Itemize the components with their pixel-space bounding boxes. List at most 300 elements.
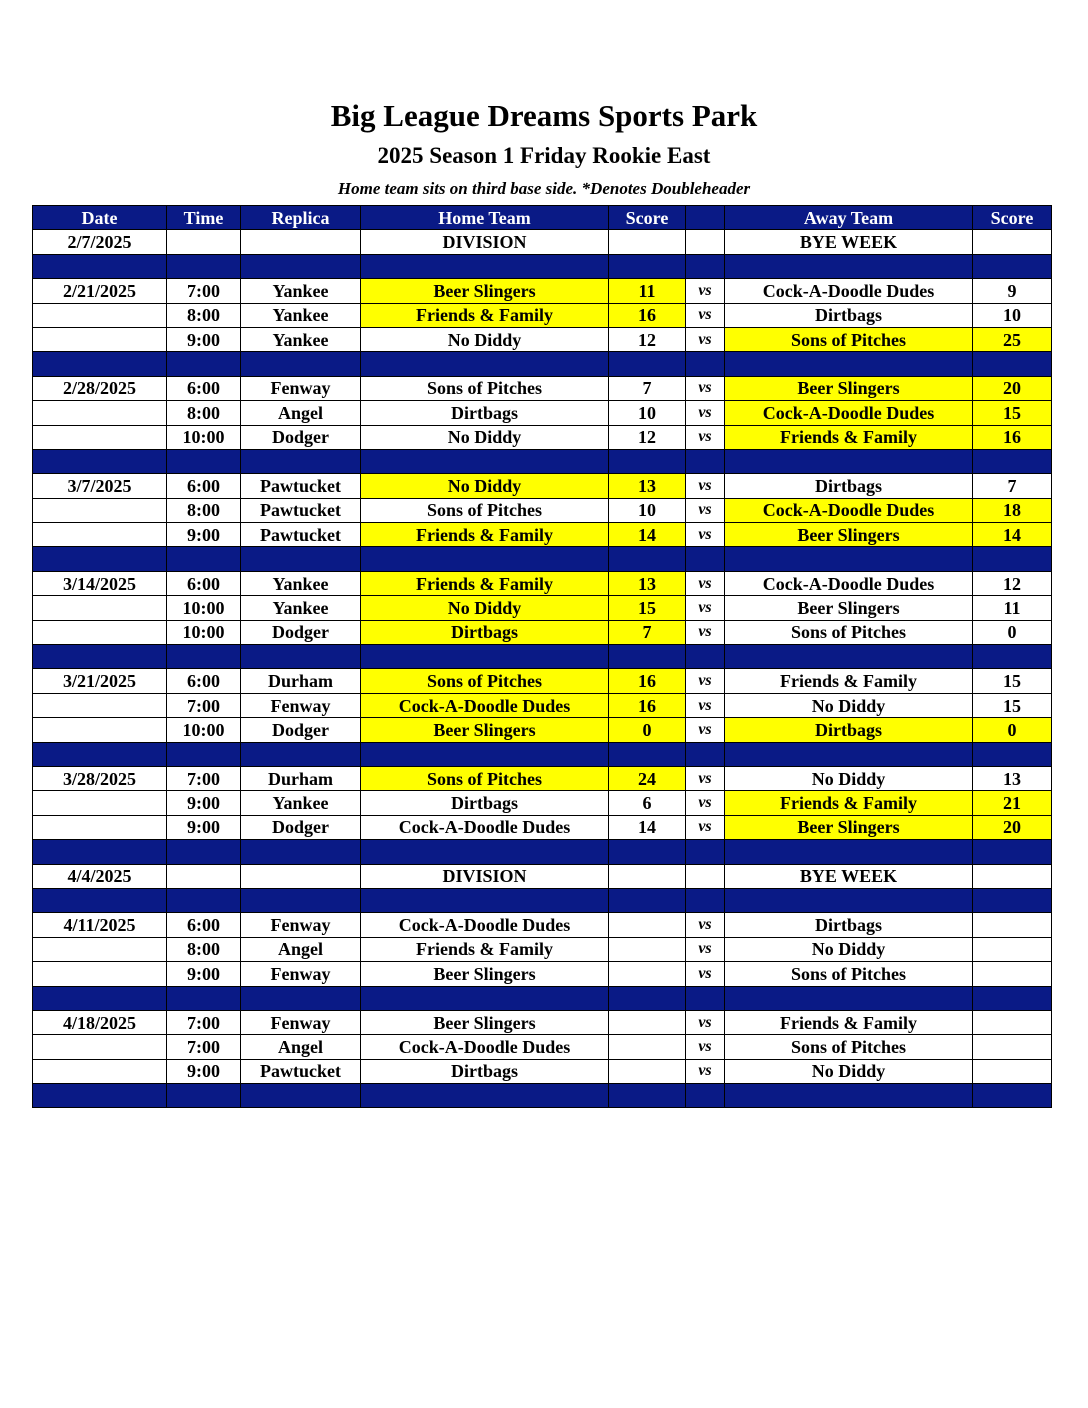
home-score-cell: 14 — [609, 815, 686, 839]
away-score-cell — [973, 1059, 1052, 1083]
separator-cell — [361, 888, 609, 912]
away-score-cell: 14 — [973, 523, 1052, 547]
home-team-cell: Beer Slingers — [361, 962, 609, 986]
vs-cell: vs — [686, 1035, 725, 1059]
date-cell — [33, 815, 167, 839]
home-team-cell: Cock-A-Doodle Dudes — [361, 693, 609, 717]
home-team-cell: Cock-A-Doodle Dudes — [361, 913, 609, 937]
time-cell: 10:00 — [167, 718, 241, 742]
separator-cell — [609, 547, 686, 571]
vs-cell: vs — [686, 474, 725, 498]
game-row — [33, 815, 1052, 839]
away-team-cell: Sons of Pitches — [725, 327, 973, 351]
home-team-cell: Beer Slingers — [361, 718, 609, 742]
date-cell — [33, 937, 167, 961]
home-score-cell — [609, 1010, 686, 1034]
home-score-cell: 7 — [609, 376, 686, 400]
time-cell: 8:00 — [167, 498, 241, 522]
vs-cell: vs — [686, 937, 725, 961]
date-cell — [33, 718, 167, 742]
away-score-cell — [973, 864, 1052, 888]
replica-cell: Fenway — [241, 962, 361, 986]
game-row — [33, 401, 1052, 425]
replica-cell: Angel — [241, 401, 361, 425]
separator-cell — [167, 1084, 241, 1108]
date-cell — [33, 303, 167, 327]
time-cell: 7:00 — [167, 766, 241, 790]
separator-cell — [241, 352, 361, 376]
away-score-cell — [973, 230, 1052, 254]
replica-cell: Angel — [241, 1035, 361, 1059]
separator-cell — [361, 254, 609, 278]
date-cell: 3/14/2025 — [33, 571, 167, 595]
time-cell: 7:00 — [167, 1035, 241, 1059]
separator-cell — [361, 352, 609, 376]
replica-cell: Pawtucket — [241, 474, 361, 498]
date-cell: 3/21/2025 — [33, 669, 167, 693]
date-cell — [33, 1035, 167, 1059]
week-separator-row — [33, 254, 1052, 278]
separator-cell — [609, 986, 686, 1010]
away-team-cell: Cock-A-Doodle Dudes — [725, 498, 973, 522]
separator-cell — [973, 449, 1052, 473]
date-cell: 4/4/2025 — [33, 864, 167, 888]
time-cell: 6:00 — [167, 669, 241, 693]
away-team-cell: Sons of Pitches — [725, 962, 973, 986]
home-team-cell: Dirtbags — [361, 401, 609, 425]
away-score-cell: 25 — [973, 327, 1052, 351]
away-score-cell: 15 — [973, 669, 1052, 693]
away-score-cell: 0 — [973, 620, 1052, 644]
vs-cell: vs — [686, 669, 725, 693]
away-team-cell: Sons of Pitches — [725, 1035, 973, 1059]
separator-cell — [33, 547, 167, 571]
separator-cell — [167, 449, 241, 473]
schedule-body — [33, 230, 1052, 1108]
vs-cell: vs — [686, 693, 725, 717]
separator-cell — [361, 645, 609, 669]
col-replica-header: Replica — [241, 206, 361, 230]
home-score-cell — [609, 962, 686, 986]
replica-cell: Fenway — [241, 913, 361, 937]
date-cell — [33, 620, 167, 644]
separator-cell — [361, 547, 609, 571]
separator-cell — [361, 742, 609, 766]
separator-cell — [609, 254, 686, 278]
away-team-cell: No Diddy — [725, 937, 973, 961]
game-row — [33, 425, 1052, 449]
game-row — [33, 279, 1052, 303]
away-team-cell: Dirtbags — [725, 303, 973, 327]
separator-cell — [725, 840, 973, 864]
replica-cell: Fenway — [241, 1010, 361, 1034]
separator-cell — [609, 840, 686, 864]
game-row — [33, 937, 1052, 961]
week-separator-row — [33, 645, 1052, 669]
replica-cell: Dodger — [241, 815, 361, 839]
time-cell: 10:00 — [167, 425, 241, 449]
game-row — [33, 913, 1052, 937]
separator-cell — [33, 986, 167, 1010]
away-score-cell: 21 — [973, 791, 1052, 815]
home-team-cell: DIVISION — [361, 864, 609, 888]
separator-cell — [725, 449, 973, 473]
replica-cell: Dodger — [241, 718, 361, 742]
game-row — [33, 474, 1052, 498]
away-score-cell — [973, 937, 1052, 961]
time-cell: 9:00 — [167, 327, 241, 351]
separator-cell — [973, 888, 1052, 912]
away-team-cell: Cock-A-Doodle Dudes — [725, 571, 973, 595]
separator-cell — [609, 1084, 686, 1108]
home-team-cell: Friends & Family — [361, 571, 609, 595]
game-row — [33, 693, 1052, 717]
away-score-cell — [973, 1010, 1052, 1034]
separator-cell — [609, 352, 686, 376]
col-away-team-header: Away Team — [725, 206, 973, 230]
away-team-cell: Friends & Family — [725, 791, 973, 815]
away-team-cell: No Diddy — [725, 766, 973, 790]
col-home-team-header: Home Team — [361, 206, 609, 230]
vs-cell: vs — [686, 913, 725, 937]
game-row — [33, 1059, 1052, 1083]
home-team-cell: Beer Slingers — [361, 279, 609, 303]
separator-cell — [167, 645, 241, 669]
date-cell — [33, 523, 167, 547]
separator-cell — [686, 254, 725, 278]
home-score-cell — [609, 1035, 686, 1059]
vs-cell: vs — [686, 401, 725, 425]
replica-cell: Pawtucket — [241, 523, 361, 547]
separator-cell — [725, 645, 973, 669]
vs-cell: vs — [686, 962, 725, 986]
schedule-table — [32, 205, 1052, 1108]
separator-cell — [241, 645, 361, 669]
vs-cell: vs — [686, 498, 725, 522]
vs-cell — [686, 864, 725, 888]
vs-cell: vs — [686, 279, 725, 303]
week-separator-row — [33, 1084, 1052, 1108]
replica-cell: Yankee — [241, 596, 361, 620]
replica-cell: Durham — [241, 669, 361, 693]
away-score-cell: 13 — [973, 766, 1052, 790]
home-team-cell: Dirtbags — [361, 791, 609, 815]
home-score-cell: 15 — [609, 596, 686, 620]
separator-cell — [33, 742, 167, 766]
away-score-cell: 18 — [973, 498, 1052, 522]
vs-cell: vs — [686, 815, 725, 839]
week-separator-row — [33, 547, 1052, 571]
separator-cell — [725, 1084, 973, 1108]
game-row — [33, 620, 1052, 644]
home-score-cell: 12 — [609, 425, 686, 449]
separator-cell — [973, 840, 1052, 864]
bye-week-row — [33, 864, 1052, 888]
home-score-cell: 10 — [609, 498, 686, 522]
date-cell: 4/11/2025 — [33, 913, 167, 937]
separator-cell — [725, 986, 973, 1010]
vs-cell: vs — [686, 1010, 725, 1034]
replica-cell: Angel — [241, 937, 361, 961]
vs-cell: vs — [686, 1059, 725, 1083]
date-cell: 2/21/2025 — [33, 279, 167, 303]
home-score-cell: 16 — [609, 303, 686, 327]
separator-cell — [167, 986, 241, 1010]
separator-cell — [361, 986, 609, 1010]
replica-cell — [241, 230, 361, 254]
separator-cell — [686, 986, 725, 1010]
replica-cell: Yankee — [241, 279, 361, 303]
home-team-cell: Beer Slingers — [361, 1010, 609, 1034]
bye-week-row — [33, 230, 1052, 254]
home-score-cell: 16 — [609, 693, 686, 717]
game-row — [33, 1010, 1052, 1034]
home-team-cell: No Diddy — [361, 596, 609, 620]
home-score-cell: 6 — [609, 791, 686, 815]
vs-cell: vs — [686, 523, 725, 547]
time-cell: 7:00 — [167, 693, 241, 717]
game-row — [33, 327, 1052, 351]
separator-cell — [33, 645, 167, 669]
away-score-cell: 7 — [973, 474, 1052, 498]
time-cell: 9:00 — [167, 1059, 241, 1083]
separator-cell — [973, 986, 1052, 1010]
time-cell: 10:00 — [167, 596, 241, 620]
vs-cell: vs — [686, 303, 725, 327]
home-score-cell: 11 — [609, 279, 686, 303]
away-score-cell: 15 — [973, 401, 1052, 425]
away-score-cell: 15 — [973, 693, 1052, 717]
time-cell — [167, 230, 241, 254]
home-team-cell: Sons of Pitches — [361, 766, 609, 790]
home-score-cell: 16 — [609, 669, 686, 693]
week-separator-row — [33, 840, 1052, 864]
away-team-cell: Beer Slingers — [725, 523, 973, 547]
home-team-cell: Dirtbags — [361, 1059, 609, 1083]
replica-cell: Dodger — [241, 425, 361, 449]
home-score-cell — [609, 1059, 686, 1083]
away-score-cell: 0 — [973, 718, 1052, 742]
week-separator-row — [33, 888, 1052, 912]
date-cell — [33, 498, 167, 522]
game-row — [33, 596, 1052, 620]
away-team-cell: BYE WEEK — [725, 864, 973, 888]
separator-cell — [33, 888, 167, 912]
home-team-cell: Friends & Family — [361, 303, 609, 327]
vs-cell: vs — [686, 718, 725, 742]
away-team-cell: Friends & Family — [725, 1010, 973, 1034]
week-separator-row — [33, 986, 1052, 1010]
date-cell: 3/28/2025 — [33, 766, 167, 790]
time-cell: 6:00 — [167, 376, 241, 400]
away-team-cell: Friends & Family — [725, 669, 973, 693]
separator-cell — [167, 888, 241, 912]
time-cell: 9:00 — [167, 962, 241, 986]
separator-cell — [686, 645, 725, 669]
separator-cell — [167, 254, 241, 278]
home-score-cell: 24 — [609, 766, 686, 790]
game-row — [33, 303, 1052, 327]
date-cell: 4/18/2025 — [33, 1010, 167, 1034]
replica-cell: Yankee — [241, 303, 361, 327]
home-score-cell: 13 — [609, 474, 686, 498]
vs-cell — [686, 230, 725, 254]
time-cell: 9:00 — [167, 523, 241, 547]
replica-cell — [241, 864, 361, 888]
away-team-cell: Dirtbags — [725, 913, 973, 937]
replica-cell: Pawtucket — [241, 1059, 361, 1083]
time-cell: 6:00 — [167, 913, 241, 937]
home-team-cell: Sons of Pitches — [361, 498, 609, 522]
separator-cell — [241, 986, 361, 1010]
game-row — [33, 523, 1052, 547]
date-cell — [33, 596, 167, 620]
vs-cell: vs — [686, 425, 725, 449]
time-cell: 9:00 — [167, 815, 241, 839]
separator-cell — [686, 449, 725, 473]
home-score-cell: 14 — [609, 523, 686, 547]
separator-cell — [973, 352, 1052, 376]
game-row — [33, 376, 1052, 400]
date-cell — [33, 1059, 167, 1083]
time-cell: 8:00 — [167, 303, 241, 327]
separator-cell — [361, 449, 609, 473]
separator-cell — [241, 1084, 361, 1108]
vs-cell: vs — [686, 327, 725, 351]
separator-cell — [361, 840, 609, 864]
col-away-score-header: Score — [973, 206, 1052, 230]
away-score-cell: 10 — [973, 303, 1052, 327]
separator-cell — [33, 352, 167, 376]
vs-cell: vs — [686, 791, 725, 815]
home-team-cell: No Diddy — [361, 327, 609, 351]
time-cell: 7:00 — [167, 279, 241, 303]
replica-cell: Fenway — [241, 376, 361, 400]
home-team-cell: DIVISION — [361, 230, 609, 254]
home-team-cell: Cock-A-Doodle Dudes — [361, 815, 609, 839]
home-score-cell: 10 — [609, 401, 686, 425]
date-cell — [33, 401, 167, 425]
separator-cell — [241, 547, 361, 571]
separator-cell — [686, 742, 725, 766]
date-cell — [33, 791, 167, 815]
time-cell: 6:00 — [167, 571, 241, 595]
vs-cell: vs — [686, 766, 725, 790]
game-row — [33, 669, 1052, 693]
replica-cell: Dodger — [241, 620, 361, 644]
replica-cell: Yankee — [241, 571, 361, 595]
separator-cell — [973, 645, 1052, 669]
home-team-cell: Sons of Pitches — [361, 669, 609, 693]
time-cell: 8:00 — [167, 937, 241, 961]
week-separator-row — [33, 449, 1052, 473]
game-row — [33, 766, 1052, 790]
away-team-cell: No Diddy — [725, 1059, 973, 1083]
separator-cell — [241, 840, 361, 864]
away-team-cell: Dirtbags — [725, 718, 973, 742]
home-score-cell: 7 — [609, 620, 686, 644]
replica-cell: Fenway — [241, 693, 361, 717]
away-score-cell: 12 — [973, 571, 1052, 595]
separator-cell — [33, 449, 167, 473]
game-row — [33, 962, 1052, 986]
vs-cell: vs — [686, 620, 725, 644]
vs-cell: vs — [686, 376, 725, 400]
date-cell — [33, 327, 167, 351]
away-team-cell: Friends & Family — [725, 425, 973, 449]
separator-cell — [725, 254, 973, 278]
game-row — [33, 571, 1052, 595]
away-score-cell — [973, 913, 1052, 937]
separator-cell — [33, 840, 167, 864]
page-note: Home team sits on third base side. *Denotes Doubleheader — [337, 179, 751, 198]
separator-cell — [609, 888, 686, 912]
home-team-cell: Friends & Family — [361, 523, 609, 547]
separator-cell — [167, 547, 241, 571]
game-row — [33, 498, 1052, 522]
away-team-cell: Beer Slingers — [725, 815, 973, 839]
date-cell: 2/7/2025 — [33, 230, 167, 254]
replica-cell: Durham — [241, 766, 361, 790]
home-score-cell — [609, 913, 686, 937]
home-score-cell — [609, 230, 686, 254]
separator-cell — [241, 449, 361, 473]
away-score-cell: 20 — [973, 815, 1052, 839]
separator-cell — [686, 352, 725, 376]
separator-cell — [33, 254, 167, 278]
page-subtitle: 2025 Season 1 Friday Rookie East — [377, 143, 711, 168]
date-cell — [33, 425, 167, 449]
week-separator-row — [33, 742, 1052, 766]
home-score-cell: 0 — [609, 718, 686, 742]
away-score-cell: 20 — [973, 376, 1052, 400]
week-separator-row — [33, 352, 1052, 376]
time-cell — [167, 864, 241, 888]
separator-cell — [686, 1084, 725, 1108]
home-score-cell — [609, 864, 686, 888]
separator-cell — [609, 742, 686, 766]
separator-cell — [725, 547, 973, 571]
separator-cell — [241, 742, 361, 766]
away-team-cell: Dirtbags — [725, 474, 973, 498]
away-team-cell: Beer Slingers — [725, 596, 973, 620]
separator-cell — [725, 888, 973, 912]
separator-cell — [167, 742, 241, 766]
replica-cell: Yankee — [241, 327, 361, 351]
away-score-cell — [973, 1035, 1052, 1059]
game-row — [33, 1035, 1052, 1059]
vs-cell: vs — [686, 596, 725, 620]
replica-cell: Pawtucket — [241, 498, 361, 522]
separator-cell — [973, 1084, 1052, 1108]
time-cell: 6:00 — [167, 474, 241, 498]
home-team-cell: Sons of Pitches — [361, 376, 609, 400]
home-team-cell: Friends & Family — [361, 937, 609, 961]
header-row — [33, 206, 1052, 230]
separator-cell — [686, 840, 725, 864]
away-score-cell: 11 — [973, 596, 1052, 620]
home-team-cell: Dirtbags — [361, 620, 609, 644]
separator-cell — [725, 352, 973, 376]
separator-cell — [167, 352, 241, 376]
time-cell: 8:00 — [167, 401, 241, 425]
separator-cell — [725, 742, 973, 766]
separator-cell — [973, 547, 1052, 571]
away-score-cell — [973, 962, 1052, 986]
separator-cell — [33, 1084, 167, 1108]
separator-cell — [241, 254, 361, 278]
separator-cell — [361, 1084, 609, 1108]
